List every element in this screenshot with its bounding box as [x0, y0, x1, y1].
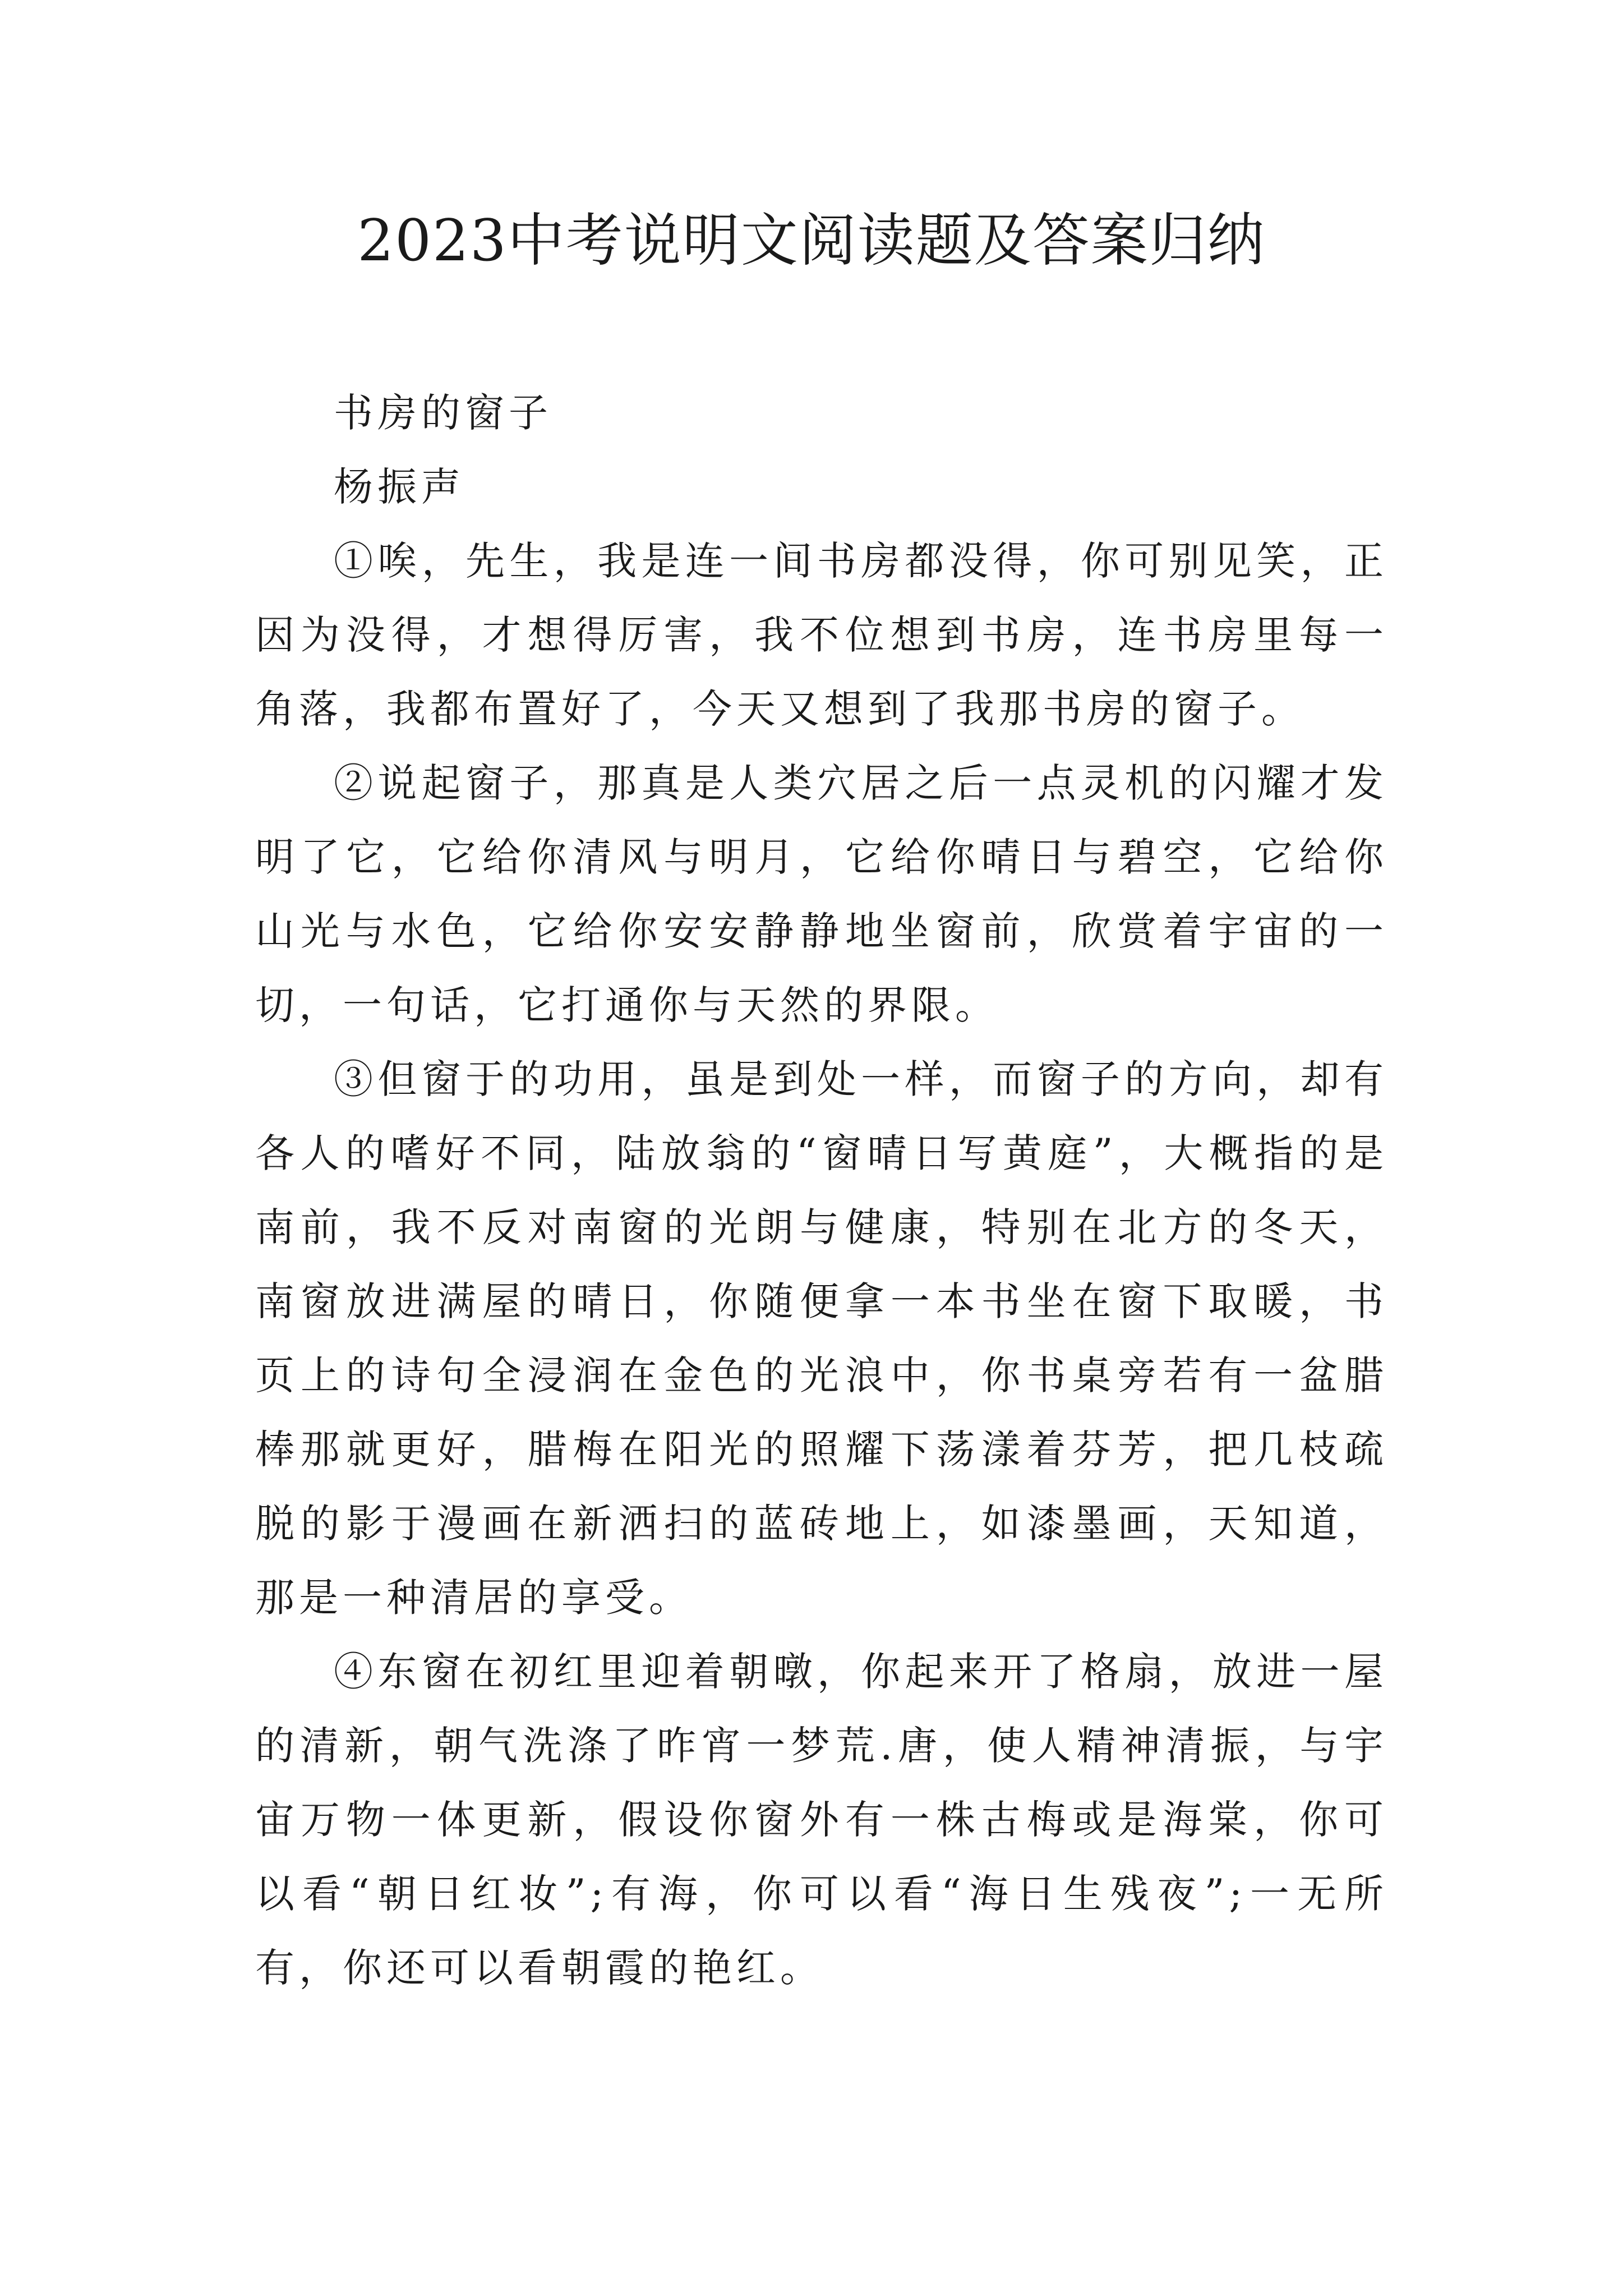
paragraph-4: ④东窗在初红里迎着朝暾，你起来开了格扇，放进一屋的清新，朝气洗涤了昨宵一梦荒.唐，使人精神清振，与宇宙万物一体更新，假设你窗外有一株古梅或是海棠，你可以看“朝日红妆”;有海，你可以看“海日生残夜”;一无所有，你还可以看朝霞的艳红。 — [255, 1649, 1388, 1991]
article-title: 书房的窗子 — [334, 390, 552, 436]
paragraph-1: ①唉，先生，我是连一间书房都没得，你可别见笑，正因为没得，才想得厉害，我不位想到书房，连书房里每一角落，我都布置好了，今天又想到了我那书房的窗子。 — [255, 538, 1388, 732]
paragraph-2: ②说起窗子，那真是人类穴居之后一点灵机的闪耀才发明了它，它给你清风与明月，它给你晴日与碧空，它给你山光与水色，它给你安安静静地坐窗前，欣赏着宇宙的一切，一句话，它打通你与天然的界限。 — [255, 760, 1388, 1028]
article-author: 杨振声 — [334, 464, 465, 510]
paragraph-3: ③但窗于的功用，虽是到处一样，而窗子的方向，却有各人的嗜好不同，陆放翁的“窗晴日写黄庭”，大概指的是南前，我不反对南窗的光朗与健康，特别在北方的冬天，南窗放进满屋的晴日，你随便拿一本书坐在窗下取暖，书页上的诗句全浸润在金色的光浪中，你书桌旁若有一盆腊棒那就更好，腊梅在阳光的照耀下荡漾着芬芳，把几枝疏脱的影于漫画在新洒扫的蓝砖地上，如漆墨画，天知道，那是一种清居的享受。 — [255, 1056, 1388, 1621]
page-title: 2023中考说明文阅读题及答案归纳 — [357, 208, 1266, 274]
article-body — [255, 376, 1388, 2005]
